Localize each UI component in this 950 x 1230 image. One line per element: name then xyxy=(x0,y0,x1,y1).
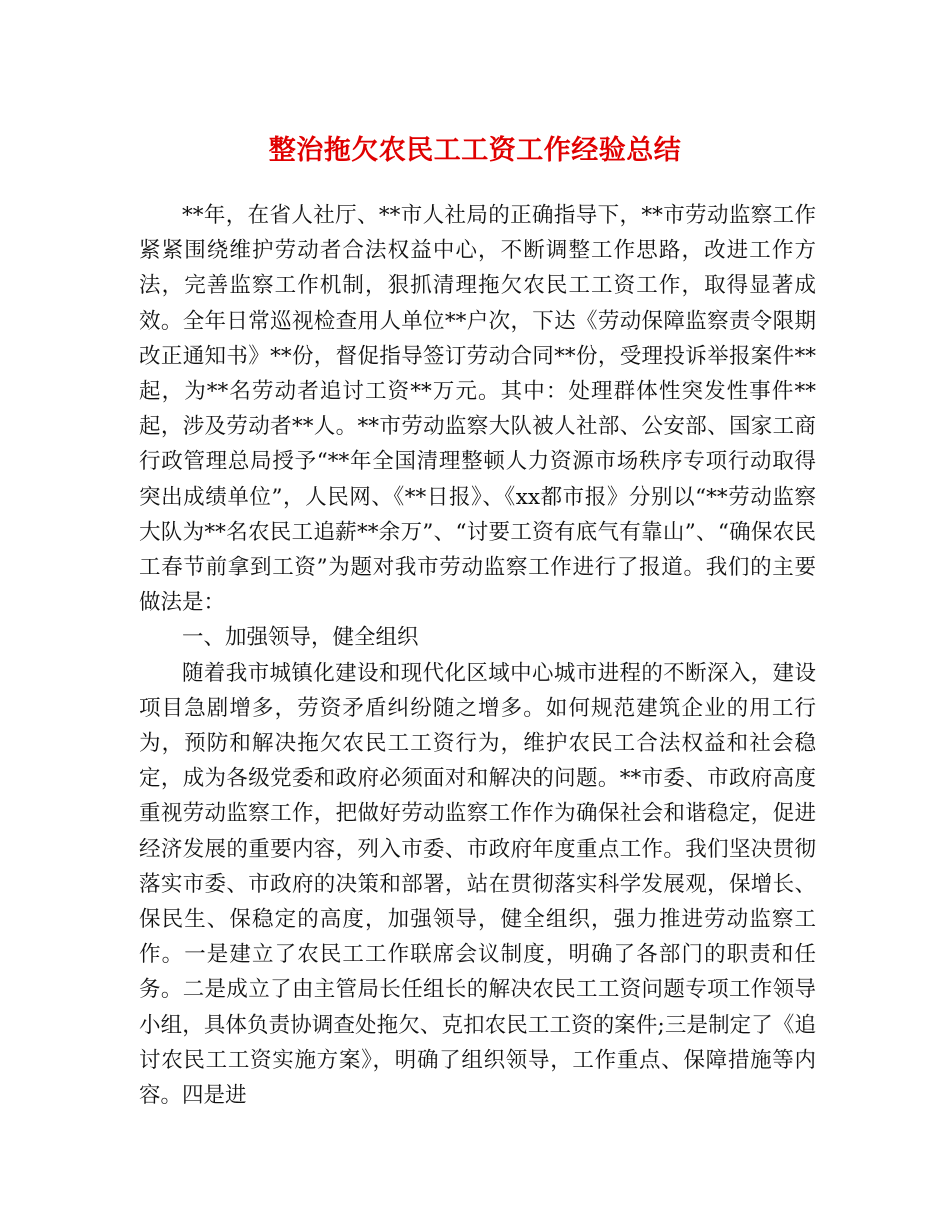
section-heading-1: 一、加强领导，健全组织 xyxy=(182,625,419,651)
document-body xyxy=(139,198,816,1113)
document-title: 整治拖欠农民工工资工作经验总结 xyxy=(268,135,682,166)
paragraph-section-1: 随着我市城镇化建设和现代化区域中心城市进程的不断深入，建设项目急剧增多，劳资矛盾纠纷随之增多。如何规范建筑企业的用工行为，预防和解决拖欠农民工工资行为，维护农民工合法权益和社会稳定，成为各级党委和政府必须面对和解决的问题。**市委、市政府高度重视劳动监察工作，把做好劳动监察工作作为确保社会和谐稳定，促进经济发展的重要内容，列入市委、市政府年度重点工作。我们坚决贯彻落实市委、市政府的决策和部署，站在贯彻落实科学发展观，保增长、保民生、保稳定的高度，加强领导，健全组织，强力推进劳动监察工作。一是建立了农民工工作联席会议制度，明确了各部门的职责和任务。二是成立了由主管局长任组长的解决农民工工资问题专项工作领导小组，具体负责协调查处拖欠、克扣农民工工资的案件;三是制定了《追讨农民工工资实施方案》，明确了组织领导，工作重点、保障措施等内容。四是进 xyxy=(139,660,816,1109)
paragraph-intro: **年，在省人社厅、**市人社局的正确指导下，**市劳动监察工作紧紧围绕维护劳动者合法权益中心，不断调整工作思路，改进工作方法，完善监察工作机制，狠抓清理拖欠农民工工资工作，取得显著成效。全年日常巡视检查用人单位**户次，下达《劳动保障监察责令限期改正通知书》**份，督促指导签订劳动合同**份，受理投诉举报案件**起，为**名劳动者追讨工资**万元。其中：处理群体性突发性事件**起，涉及劳动者**人。**市劳动监察大队被人社部、公安部、国家工商行政管理总局授予“**年全国清理整顿人力资源市场秩序专项行动取得突出成绩单位”，人民网、《**日报》、《xx都市报》分别以“**劳动监察大队为**名农民工追薪**余万”、“讨要工资有底气有靠山”、“确保农民工春节前拿到工资”为题对我市劳动监察工作进行了报道。我们的主要做法是： xyxy=(139,203,816,616)
